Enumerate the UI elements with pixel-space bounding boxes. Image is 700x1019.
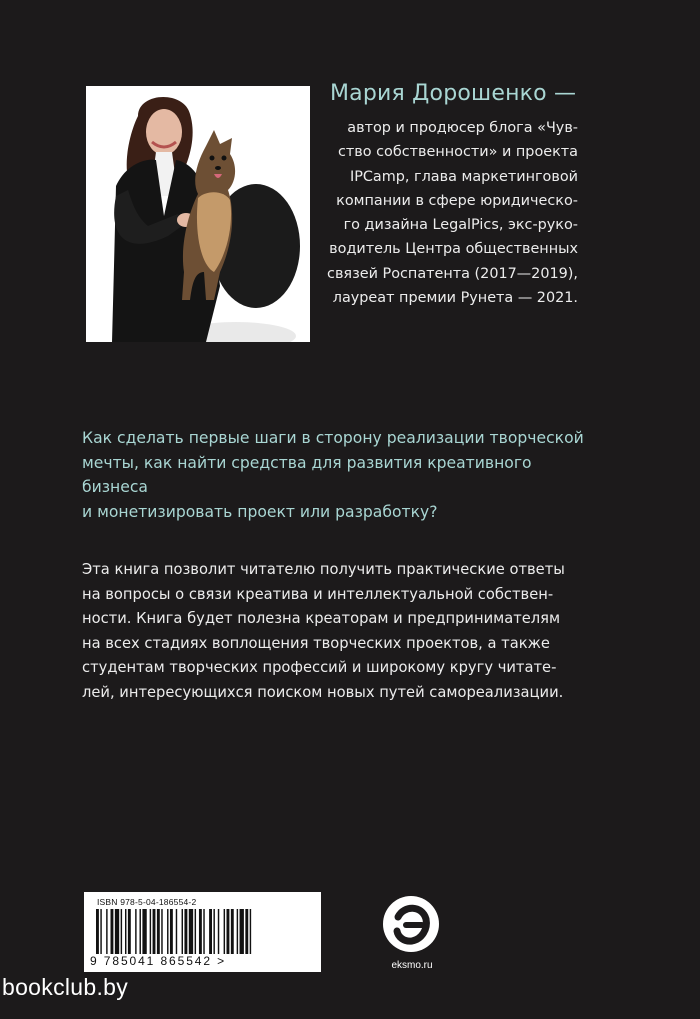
barcode-bar bbox=[213, 909, 214, 957]
author-photo bbox=[86, 86, 310, 342]
teaser-question bbox=[82, 426, 602, 524]
barcode-bar bbox=[203, 909, 204, 957]
barcode-bar bbox=[227, 909, 230, 957]
barcode-bar bbox=[128, 909, 131, 957]
barcode-bar bbox=[150, 909, 151, 957]
barcode-bar bbox=[142, 909, 146, 957]
description-line: лей, интересующихся поиском новых путей самореализации. bbox=[82, 683, 564, 701]
barcode-bar bbox=[240, 909, 244, 957]
bio-line: IPCamp, глава маркетинговой bbox=[349, 168, 578, 185]
barcode-bar bbox=[153, 909, 156, 957]
barcode-bar bbox=[184, 909, 187, 957]
barcode-bars bbox=[96, 909, 308, 957]
bio-line: связей Роспатента (2017—2019), bbox=[327, 265, 578, 282]
barcode-bar bbox=[224, 909, 225, 957]
barcode-bar bbox=[170, 909, 173, 957]
barcode-bar bbox=[167, 909, 168, 957]
barcode-bar bbox=[157, 909, 160, 957]
barcode-bar bbox=[111, 909, 114, 957]
question-line: и монетизировать проект или разработку? bbox=[82, 502, 438, 521]
barcode-bar bbox=[135, 909, 136, 957]
barcode-bar bbox=[199, 909, 202, 957]
question-line: мечты, как найти средства для развития креативного бизнеса bbox=[82, 453, 532, 496]
book-description bbox=[82, 558, 617, 705]
bio-line: го дизайна LegalPics, экс-руко- bbox=[343, 217, 578, 234]
isbn-label: ISBN 978-5-04-186554-2 bbox=[97, 897, 197, 907]
bio-line: ство собственности» и проекта bbox=[337, 144, 578, 161]
barcode-bar bbox=[161, 909, 162, 957]
barcode-box bbox=[84, 892, 321, 972]
barcode-bar bbox=[245, 909, 248, 957]
barcode-bar bbox=[106, 909, 107, 957]
bio-line: компании в сфере юридическо- bbox=[336, 192, 578, 209]
description-line: на всех стадиях воплощения творческих проектов, а также bbox=[82, 634, 550, 652]
barcode-bar bbox=[218, 909, 219, 957]
publisher-url[interactable]: eksmo.ru bbox=[391, 960, 433, 971]
barcode-bar bbox=[125, 909, 126, 957]
description-line: ности. Книга будет полезна креаторам и предпринимателям bbox=[82, 610, 561, 627]
barcode-bar bbox=[250, 909, 251, 957]
barcode-bar bbox=[237, 909, 238, 957]
description-line: Эта книга позволит читателю получить практические ответы bbox=[82, 561, 565, 578]
barcode-bar bbox=[189, 909, 193, 957]
bio-line: лауреат премии Рунета — 2021. bbox=[332, 290, 578, 307]
bio-line: автор и продюсер блога «Чув- bbox=[347, 120, 578, 136]
barcode-bar bbox=[121, 909, 122, 957]
description-line: студентам творческих профессий и широкому кругу читате- bbox=[82, 659, 557, 676]
barcode-bar bbox=[115, 909, 119, 957]
author-bio bbox=[306, 116, 578, 310]
barcode-bar bbox=[96, 909, 99, 957]
barcode-bar bbox=[231, 909, 234, 957]
barcode-bar bbox=[176, 909, 177, 957]
ean-digits: 9 785041 865542 > bbox=[90, 954, 316, 968]
barcode-bar bbox=[140, 909, 141, 957]
watermark-text: bookclub.by bbox=[2, 974, 129, 1000]
barcode-bar bbox=[182, 909, 183, 957]
question-line: Как сделать первые шаги в сторону реализации творческой bbox=[82, 429, 584, 447]
barcode-bar bbox=[100, 909, 101, 957]
eksmo-logo-icon bbox=[382, 895, 440, 953]
barcode-bar bbox=[195, 909, 196, 957]
author-name: Мария Дорошенко — bbox=[330, 81, 577, 106]
barcode-bar bbox=[209, 909, 212, 957]
bio-line: водитель Центра общественных bbox=[329, 241, 578, 258]
description-line: на вопросы о связи креатива и интеллектуальной собствен- bbox=[82, 585, 554, 603]
